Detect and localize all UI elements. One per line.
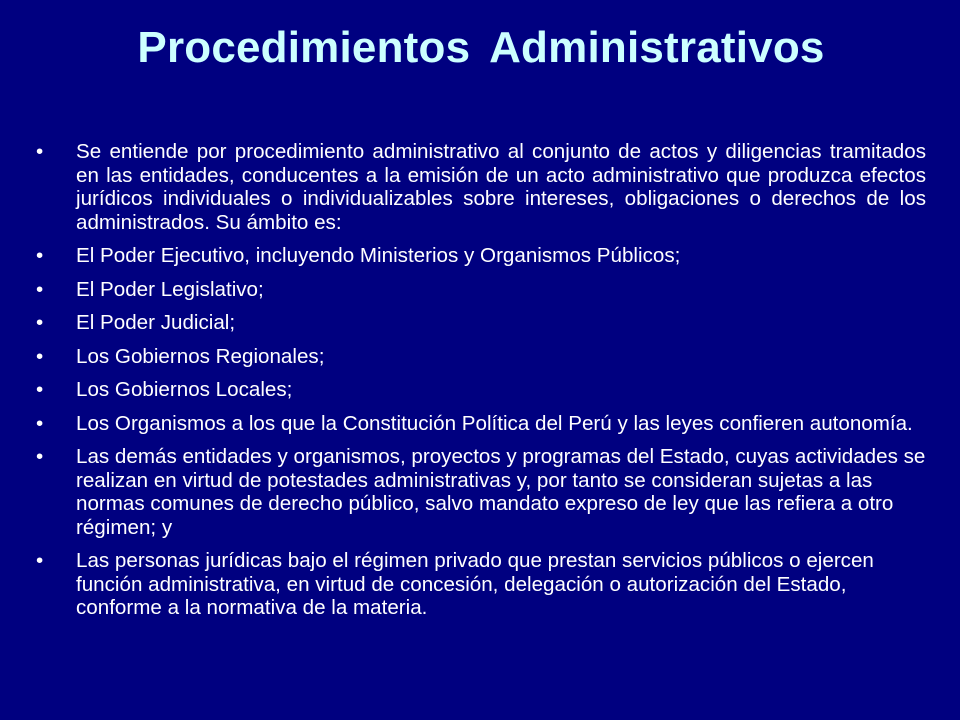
bullet-list bbox=[36, 140, 926, 620]
bullet-text: Los Gobiernos Locales; bbox=[76, 378, 293, 401]
bullet-icon: • bbox=[36, 140, 44, 163]
bullet-item-definition bbox=[36, 140, 926, 234]
bullet-text: Los Gobiernos Regionales; bbox=[76, 344, 325, 368]
bullet-item-poder-judicial bbox=[36, 311, 926, 335]
bullet-icon: • bbox=[36, 411, 44, 435]
bullet-icon: • bbox=[36, 378, 44, 401]
bullet-icon: • bbox=[36, 445, 44, 468]
bullet-item-gobiernos-locales bbox=[36, 378, 926, 402]
bullet-text: Se entiende por procedimiento administrativo al conjunto de actos y diligencias tramitados en las entidades, conducentes a la emisión de un acto administrativo que produzca efectos jurídicos individuales o individualizables sobre intereses, obligaciones o derechos de los administrados. Su ámbito es: bbox=[76, 140, 926, 234]
bullet-item-demas-entidades bbox=[36, 445, 926, 539]
bullet-text: El Poder Judicial; bbox=[76, 311, 236, 334]
bullet-icon: • bbox=[36, 277, 44, 301]
slide-title: Procedimientos Administrativos bbox=[137, 23, 825, 72]
bullet-item-organismos-autonomos bbox=[36, 412, 926, 436]
bullet-item-personas-juridicas bbox=[36, 549, 926, 620]
bullet-item-poder-ejecutivo bbox=[36, 244, 926, 268]
bullet-text: El Poder Ejecutivo, incluyendo Ministerios y Organismos Públicos; bbox=[76, 244, 681, 267]
bullet-item-gobiernos-regionales bbox=[36, 345, 926, 369]
bullet-text: Las demás entidades y organismos, proyectos y programas del Estado, cuyas actividades se realizan en virtud de potestades administrativas y, por tanto se consideran sujetas a las normas comunes de derecho público, salvo mandato expreso de ley que las refiera a otro régimen; y bbox=[76, 445, 926, 539]
bullet-icon: • bbox=[36, 244, 44, 267]
bullet-icon: • bbox=[36, 311, 44, 334]
bullet-item-poder-legislativo bbox=[36, 278, 926, 302]
bullet-text: El Poder Legislativo; bbox=[76, 277, 264, 301]
bullet-text: Los Organismos a los que la Constitución Política del Perú y las leyes confieren autonomía. bbox=[76, 411, 913, 435]
bullet-icon: • bbox=[36, 549, 44, 572]
bullet-icon: • bbox=[36, 344, 44, 368]
bullet-text: Las personas jurídicas bajo el régimen privado que prestan servicios públicos o ejercen función administrativa, en virtud de concesión, delegación o autorización del Estado, conforme a la normativa de la materia. bbox=[76, 549, 874, 619]
